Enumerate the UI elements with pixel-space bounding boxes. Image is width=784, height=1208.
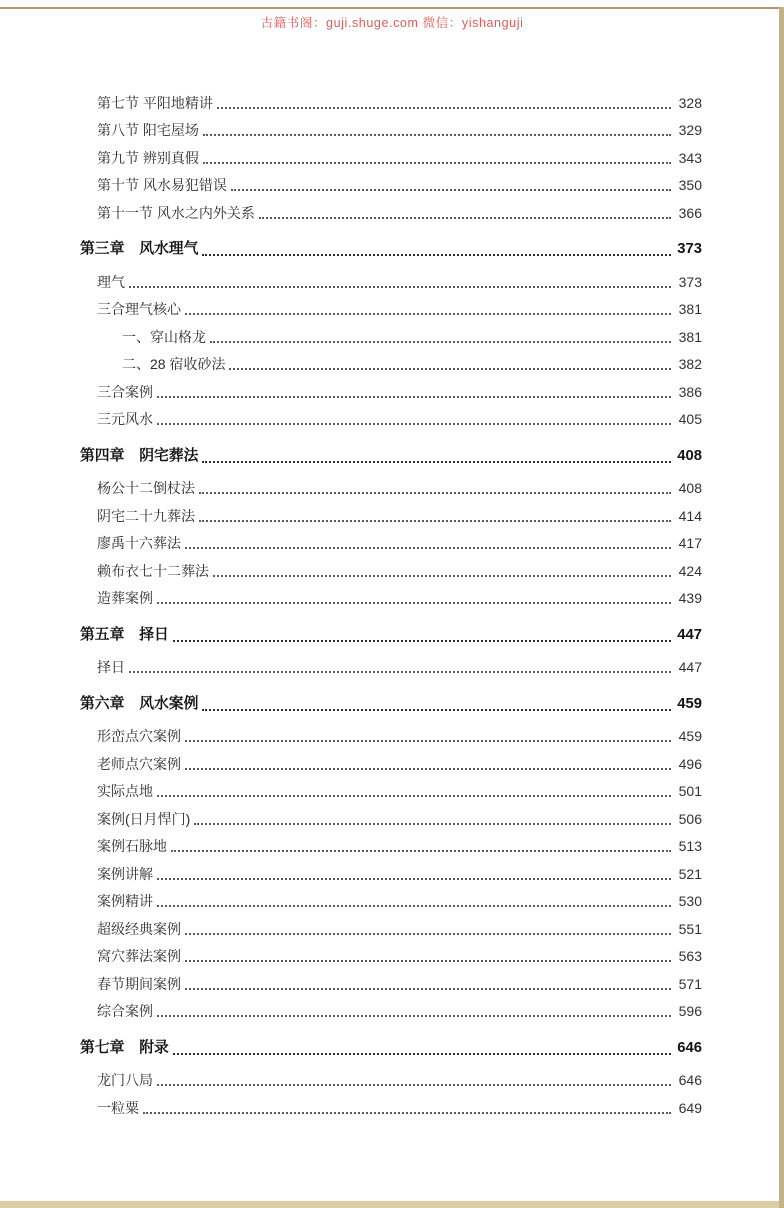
dot-leader: [259, 217, 671, 219]
toc-row: [80, 233, 702, 261]
toc-entry-title: 阴宅二十九葬法: [97, 507, 195, 524]
toc-row: [80, 439, 702, 467]
toc-entry-title: 龙门八局: [97, 1072, 153, 1088]
toc-entry-page-number: 350: [678, 177, 702, 193]
page-edge-bottom: [0, 1201, 779, 1208]
dot-leader: [185, 933, 671, 935]
toc-row: [80, 1091, 702, 1119]
dot-leader: [210, 341, 671, 343]
dot-leader: [185, 740, 671, 742]
toc-entry-page-number: 414: [678, 507, 702, 524]
toc-row: [80, 651, 702, 679]
toc-entry-title: 形峦点穴案例: [97, 728, 181, 744]
toc-entry-page-number: 551: [678, 920, 702, 937]
dot-leader: [217, 107, 671, 109]
toc-entry-page-number: 408: [677, 447, 702, 464]
toc-entry-page-number: 571: [678, 975, 702, 992]
toc-entry-title: 一、穿山格龙: [122, 328, 206, 345]
toc-entry-page-number: 521: [678, 865, 702, 882]
dot-leader: [129, 671, 671, 673]
dot-leader: [213, 575, 671, 577]
dot-leader: [199, 492, 671, 494]
toc-entry-page-number: 447: [677, 626, 702, 643]
toc-entry-page-number: 373: [677, 241, 702, 257]
toc-row: [80, 857, 702, 885]
toc-entry-page-number: 563: [678, 948, 702, 964]
toc-entry-page-number: 447: [678, 659, 702, 675]
toc-entry-page-number: 328: [678, 94, 702, 111]
toc-row: [80, 375, 702, 403]
toc-entry-title: 一粒粟: [97, 1099, 139, 1116]
toc-row: [80, 967, 702, 995]
dot-leader: [173, 640, 671, 642]
toc-row: [80, 885, 702, 913]
dot-leader: [157, 1015, 671, 1017]
toc-entry-page-number: 405: [678, 411, 702, 427]
toc-entry-page-number: 329: [678, 122, 702, 138]
toc-entry-page-number: 459: [677, 695, 702, 712]
toc-entry-page-number: 373: [678, 273, 702, 290]
toc-entry-page-number: 646: [677, 1039, 702, 1056]
toc-entry-title: 案例讲解: [97, 865, 153, 882]
dot-leader: [203, 134, 671, 136]
toc-row: [80, 802, 702, 830]
toc-entry-title: 造葬案例: [97, 590, 153, 606]
toc-entry-title: 杨公十二倒杖法: [97, 480, 195, 496]
toc-entry-title: 第七节 平阳地精讲: [97, 94, 213, 111]
toc-row: [80, 403, 702, 431]
toc-entry-page-number: 496: [678, 755, 702, 772]
dot-leader: [185, 960, 671, 962]
toc-entry-title: 案例石脉地: [97, 838, 167, 854]
toc-entry-title: 择日: [97, 659, 125, 675]
toc-entry-title: 案例(日月悍门): [97, 810, 191, 827]
table-of-contents: [80, 86, 702, 1119]
toc-entry-title: 第九节 辨别真假: [97, 149, 199, 166]
toc-entry-page-number: 439: [678, 590, 702, 606]
dot-leader: [171, 850, 671, 852]
toc-entry-page-number: 646: [678, 1072, 702, 1088]
toc-row: [80, 293, 702, 321]
dot-leader: [185, 768, 671, 770]
toc-entry-page-number: 459: [678, 728, 702, 744]
toc-entry-title: 窝穴葬法案例: [97, 948, 181, 964]
toc-entry-page-number: 366: [678, 204, 702, 221]
watermark-text: 古籍书阁：guji.shuge.com 微信：yishanguji: [260, 16, 524, 30]
toc-row: [80, 141, 702, 169]
dot-leader: [129, 286, 671, 288]
toc-row: [80, 86, 702, 114]
dot-leader: [157, 602, 671, 604]
toc-entry-page-number: 343: [678, 149, 702, 166]
toc-entry-title: 赖布衣七十二葬法: [97, 562, 209, 579]
toc-entry-title: 第七章 附录: [80, 1039, 169, 1056]
toc-entry-page-number: 513: [678, 838, 702, 854]
dot-leader: [185, 988, 671, 990]
toc-row: [80, 720, 702, 748]
toc-entry-page-number: 381: [678, 328, 702, 345]
toc-row: [80, 775, 702, 803]
dot-leader: [157, 423, 671, 425]
dot-leader: [203, 162, 671, 164]
toc-entry-title: 第十一节 风水之内外关系: [97, 204, 255, 221]
toc-entry-page-number: 530: [678, 893, 702, 909]
toc-entry-title: 案例精讲: [97, 893, 153, 909]
toc-entry-title: 第六章 风水案例: [80, 695, 199, 712]
toc-row: [80, 582, 702, 610]
toc-row: [80, 1064, 702, 1092]
toc-entry-title: 春节期间案例: [97, 975, 181, 992]
toc-entry-title: 综合案例: [97, 1003, 153, 1019]
toc-row: [80, 554, 702, 582]
dot-leader: [185, 547, 671, 549]
toc-entry-title: 老师点穴案例: [97, 755, 181, 772]
dot-leader: [157, 795, 671, 797]
toc-entry-page-number: 386: [678, 383, 702, 400]
toc-entry-title: 第五章 择日: [80, 626, 169, 643]
toc-entry-page-number: 501: [678, 783, 702, 799]
dot-leader: [157, 1084, 671, 1086]
toc-entry-page-number: 424: [678, 562, 702, 579]
toc-row: [80, 940, 702, 968]
dot-leader: [157, 905, 671, 907]
toc-row: [80, 169, 702, 197]
toc-row: [80, 472, 702, 500]
toc-entry-title: 三合理气核心: [97, 301, 181, 317]
toc-entry-title: 第四章 阴宅葬法: [80, 447, 199, 464]
toc-row: [80, 618, 702, 646]
toc-entry-title: 第十节 风水易犯错误: [97, 177, 227, 193]
toc-entry-title: 第八节 阳宅屋场: [97, 122, 199, 138]
toc-entry-title: 二、28 宿收砂法: [122, 356, 226, 372]
dot-leader: [157, 878, 671, 880]
dot-leader: [157, 396, 671, 398]
toc-row: [80, 1031, 702, 1059]
toc-entry-page-number: 596: [678, 1003, 702, 1019]
toc-row: [80, 265, 702, 293]
dot-leader: [173, 1053, 671, 1055]
dot-leader: [199, 520, 671, 522]
dot-leader: [229, 368, 671, 370]
toc-row: [80, 527, 702, 555]
page-edge-right: [779, 7, 784, 1208]
toc-entry-title: 超级经典案例: [97, 920, 181, 937]
toc-entry-title: 廖禹十六葬法: [97, 535, 181, 551]
toc-row: [80, 114, 702, 142]
dot-leader: [185, 313, 671, 315]
toc-row: [80, 320, 702, 348]
toc-row: [80, 499, 702, 527]
toc-entry-page-number: 381: [678, 301, 702, 317]
dot-leader: [231, 189, 671, 191]
dot-leader: [143, 1112, 671, 1114]
toc-row: [80, 196, 702, 224]
toc-entry-page-number: 382: [678, 356, 702, 372]
toc-entry-page-number: 417: [678, 535, 702, 551]
toc-row: [80, 747, 702, 775]
toc-row: [80, 687, 702, 715]
toc-entry-title: 三合案例: [97, 383, 153, 400]
toc-entry-page-number: 408: [678, 480, 702, 496]
toc-entry-title: 三元风水: [97, 411, 153, 427]
toc-entry-page-number: 649: [678, 1099, 702, 1116]
dot-leader: [202, 709, 671, 711]
toc-entry-title: 第三章 风水理气: [80, 241, 199, 257]
toc-entry-title: 实际点地: [97, 783, 153, 799]
dot-leader: [194, 823, 671, 825]
toc-row: [80, 348, 702, 376]
toc-row: [80, 830, 702, 858]
toc-entry-title: 理气: [97, 273, 125, 290]
page-edge-top: [0, 7, 784, 9]
dot-leader: [202, 254, 671, 256]
toc-entry-page-number: 506: [678, 810, 702, 827]
toc-row: [80, 995, 702, 1023]
toc-row: [80, 912, 702, 940]
dot-leader: [202, 461, 671, 463]
